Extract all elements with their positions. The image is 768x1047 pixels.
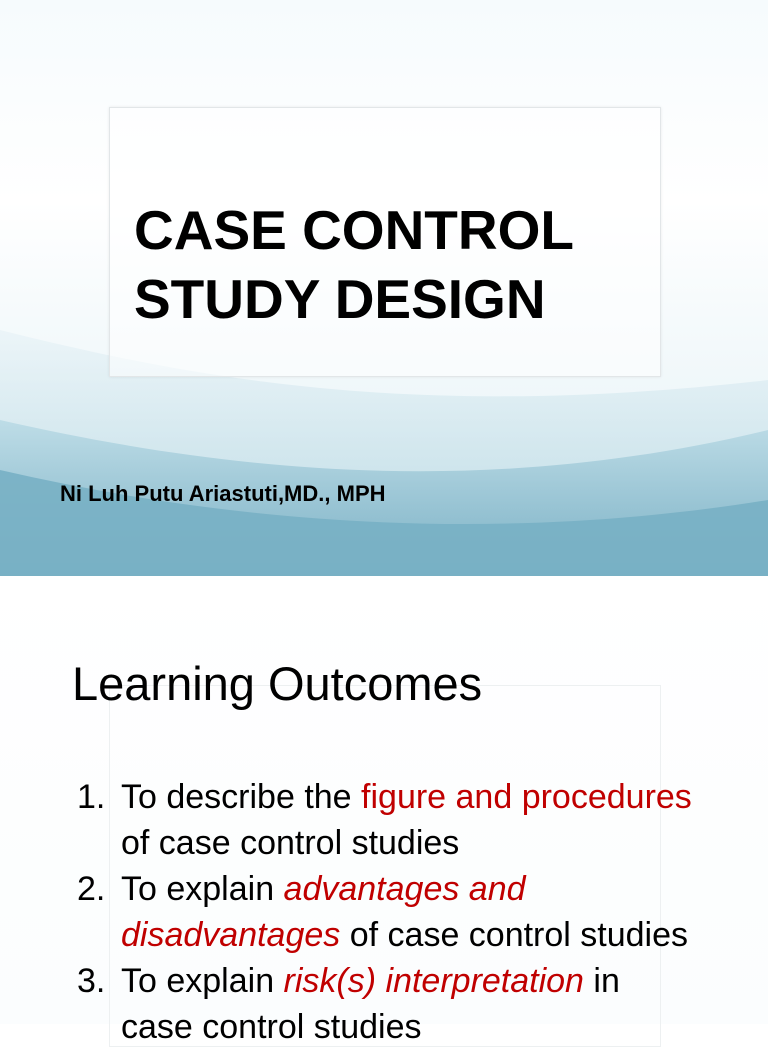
item-text: To explain — [121, 870, 284, 908]
item-number: 3. — [77, 962, 106, 1000]
item-number: 1. — [77, 778, 106, 816]
item-highlight: figure and procedures — [361, 778, 692, 816]
slide-title-line2: STUDY DESIGN — [134, 268, 546, 330]
list-item-line — [121, 872, 526, 906]
item-text: To describe the — [121, 778, 362, 816]
item-number: 2. — [77, 870, 106, 908]
learning-outcomes-slide — [0, 576, 768, 1046]
item-text: of case control studies — [340, 916, 689, 954]
list-item-line — [121, 964, 620, 998]
list-item-line — [121, 918, 688, 952]
item-highlight: risk(s) interpretation — [283, 962, 584, 1000]
item-highlight: advantages and — [283, 870, 526, 908]
item-text: in — [583, 962, 620, 1000]
slide-heading: Learning Outcomes — [72, 657, 483, 710]
item-highlight: disadvantages — [121, 916, 341, 954]
author-name: Ni Luh Putu Ariastuti,MD., MPH — [60, 481, 386, 506]
list-item-line — [121, 1010, 422, 1044]
item-text: To explain — [121, 962, 284, 1000]
slide-title-line1: CASE CONTROL — [134, 199, 574, 261]
item-text: case control studies — [121, 1008, 422, 1046]
list-item-line — [121, 826, 459, 860]
list-item-line — [121, 780, 692, 814]
item-text: of case control studies — [121, 824, 460, 862]
